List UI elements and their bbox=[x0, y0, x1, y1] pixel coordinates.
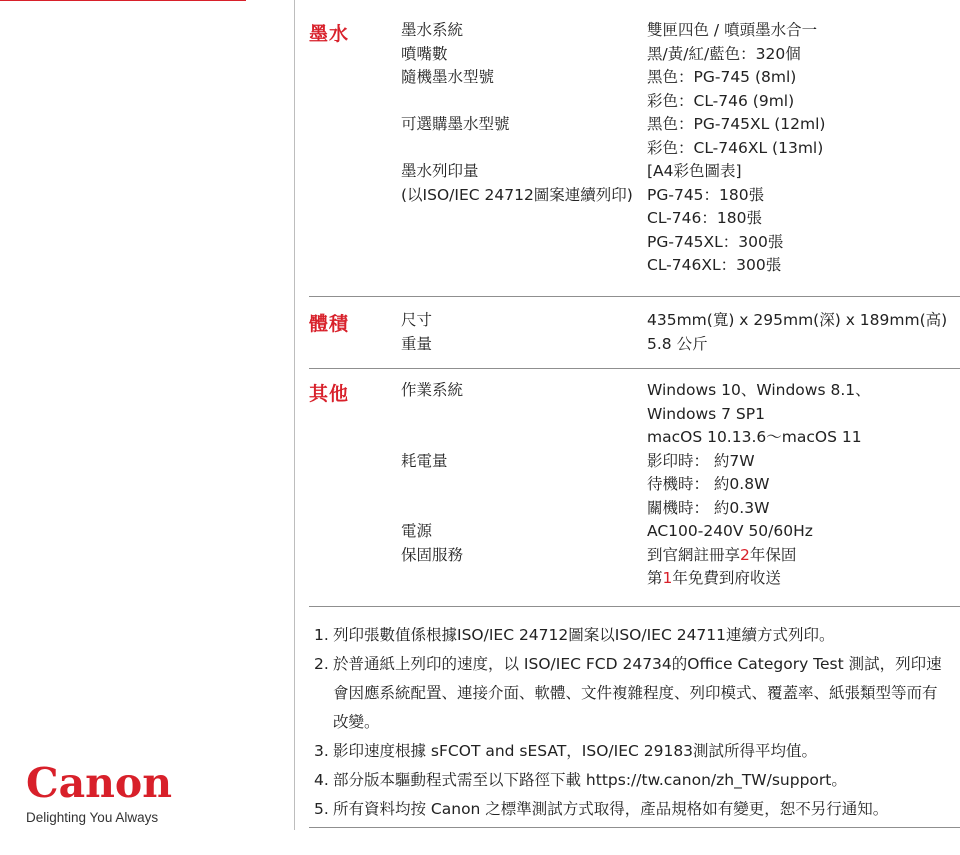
spec-label: 保固服務 bbox=[401, 545, 464, 564]
spec-value: 關機時： 約0.3W bbox=[647, 498, 770, 517]
footnote-item: 3. 影印速度根據 sFCOT and sESAT，ISO/IEC 29183測試所得平均值。 bbox=[314, 742, 818, 760]
spec-label: 尺寸 bbox=[401, 311, 433, 329]
spec-label: (以ISO/IEC 24712圖案連續列印) bbox=[401, 185, 633, 204]
spec-value: PG-745：180張 bbox=[647, 185, 765, 204]
spec-row bbox=[401, 544, 960, 591]
section-title-ink: 墨水 bbox=[309, 23, 350, 45]
spec-row bbox=[401, 450, 960, 521]
spec-label: 電源 bbox=[401, 522, 433, 540]
vertical-divider bbox=[294, 0, 295, 830]
free-service-years-highlight: 1 bbox=[662, 569, 673, 587]
spec-value: macOS 10.13.6～macOS 11 bbox=[647, 428, 862, 446]
spec-row bbox=[401, 333, 960, 357]
spec-row bbox=[401, 160, 960, 184]
spec-row bbox=[401, 19, 960, 43]
spec-row bbox=[401, 520, 960, 544]
spec-label: 墨水系統 bbox=[401, 21, 464, 39]
spec-value: 待機時： 約0.8W bbox=[647, 475, 770, 493]
spec-label: 作業系統 bbox=[401, 381, 464, 399]
volume-rows bbox=[401, 309, 960, 356]
spec-value: Windows 7 SP1 bbox=[647, 404, 765, 423]
section-divider bbox=[309, 368, 960, 369]
warranty-years-highlight: 2 bbox=[740, 545, 750, 564]
spec-value: 435mm(寬) x 295mm(深) x 189mm(高) bbox=[647, 311, 948, 329]
footnote-item: 2. 於普通紙上列印的速度，以 ISO/IEC FCD 24734的Office Category Test 測試，列印速會因應系統配置、連接介面、軟體、文件複雜程度、列印模式、覆蓋率、紙張類型等而有改變。 bbox=[314, 655, 942, 731]
spec-value: 影印時： 約7W bbox=[647, 451, 755, 470]
spec-value: 黑色：PG-745 (8ml) bbox=[647, 68, 797, 86]
spec-value: CL-746：180張 bbox=[647, 209, 762, 227]
section-title-volume: 體積 bbox=[309, 313, 350, 335]
section-divider bbox=[309, 296, 960, 297]
spec-row bbox=[401, 66, 960, 113]
section-divider bbox=[309, 606, 960, 607]
spec-row bbox=[401, 43, 960, 67]
spec-value: CL-746XL：300張 bbox=[647, 256, 782, 274]
spec-value: 黑/黃/紅/藍色：320個 bbox=[647, 44, 801, 63]
canon-logo-text: Canon bbox=[26, 762, 172, 804]
footnote-item: 1. 列印張數值係根據ISO/IEC 24712圖案以ISO/IEC 24711連續方式列印。 bbox=[314, 626, 835, 644]
spec-value: 黑色：PG-745XL (12ml) bbox=[647, 115, 826, 133]
spec-row bbox=[401, 309, 960, 333]
footnote-item: 4. 部分版本驅動程式需至以下路徑下載 https://tw.canon/zh_TW/support。 bbox=[314, 771, 847, 789]
footnote-item: 5. 所有資料均按 Canon 之標準測試方式取得，產品規格如有變更，恕不另行通知。 bbox=[314, 800, 889, 818]
spec-label: 重量 bbox=[401, 334, 433, 353]
warranty-line-1: 到官網註冊享2年保固 bbox=[647, 545, 797, 564]
spec-label: 墨水列印量 bbox=[401, 162, 479, 180]
spec-value: 5.8 公斤 bbox=[647, 334, 708, 353]
spec-label: 噴嘴數 bbox=[401, 44, 448, 63]
spec-value: 彩色：CL-746XL (13ml) bbox=[647, 138, 824, 157]
brand-tagline: Delighting You Always bbox=[26, 810, 159, 825]
section-title-other: 其他 bbox=[309, 383, 350, 405]
canon-logo bbox=[26, 762, 174, 804]
spec-label: 耗電量 bbox=[401, 451, 448, 470]
warranty-line-2: 第1年免費到府收送 bbox=[647, 569, 781, 587]
spec-label: 可選購墨水型號 bbox=[401, 115, 510, 133]
spec-value: PG-745XL：300張 bbox=[647, 232, 784, 251]
spec-row bbox=[401, 379, 960, 450]
spec-value: AC100-240V 50/60Hz bbox=[647, 522, 813, 540]
ink-rows bbox=[401, 19, 960, 278]
top-accent-rule bbox=[0, 0, 246, 1]
spec-row bbox=[401, 113, 960, 160]
section-divider bbox=[309, 827, 960, 828]
spec-label: 隨機墨水型號 bbox=[401, 68, 495, 86]
spec-value: Windows 10、Windows 8.1、 bbox=[647, 381, 871, 399]
spec-value: 雙匣四色 / 噴頭墨水合一 bbox=[647, 21, 818, 39]
spec-row bbox=[401, 184, 960, 278]
other-rows bbox=[401, 379, 960, 591]
spec-value: 彩色：CL-746 (9ml) bbox=[647, 91, 795, 110]
footnotes bbox=[314, 621, 944, 824]
spec-value: [A4彩色圖表] bbox=[647, 162, 742, 180]
